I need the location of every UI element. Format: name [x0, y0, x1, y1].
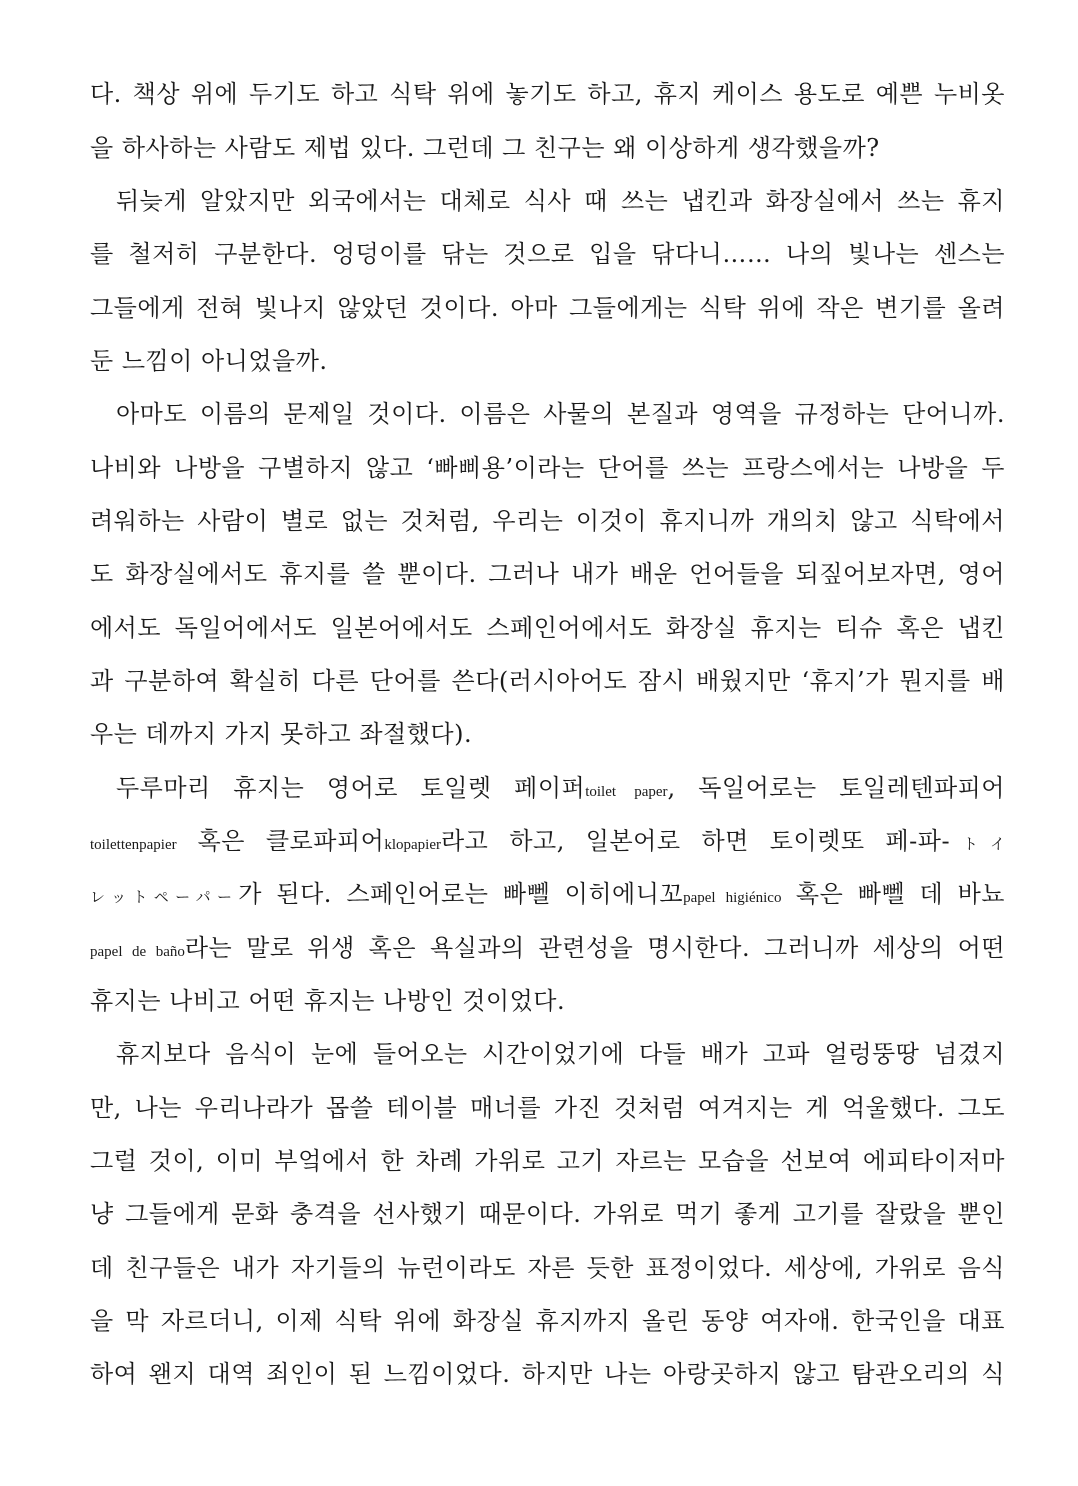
- text-line: [90, 821, 1005, 861]
- text-line: 을 하사하는 사람도 제법 있다. 그런데 그 친구는 왜 이상하게 생각했을까?: [90, 134, 880, 162]
- text-segment: 라고 하고, 일본어로 하면 토이렛또 페-파-: [441, 827, 951, 855]
- foreign-term: トイ: [950, 837, 1005, 853]
- text-line: 둔 느낌이 아니었을까.: [90, 347, 328, 375]
- foreign-term: toilet paper: [585, 784, 668, 800]
- foreign-term: レットペーパー: [90, 890, 239, 906]
- text-segment: 라는 말로 위생 혹은 욕실과의 관련성을 명시한다. 그러니까 세상의 어떤: [184, 934, 1005, 962]
- foreign-term: papel de baño: [90, 944, 185, 960]
- text-line: 휴지보다 음식이 눈에 들어오는 시간이었기에 다들 배가 고파 얼렁뚱땅 넘겼지: [116, 1040, 1005, 1068]
- foreign-term: papel higiénico: [683, 890, 782, 906]
- foreign-term: klopapier: [384, 837, 441, 853]
- text-line: 그들에게 전혀 빛나지 않았던 것이다. 아마 그들에게는 식탁 위에 작은 변기를 올려: [90, 294, 1005, 322]
- text-line: 우는 데까지 가지 못하고 좌절했다).: [90, 720, 473, 748]
- text-line: 휴지는 나비고 어떤 휴지는 나방인 것이었다.: [90, 987, 566, 1015]
- text-line: 를 철저히 구분한다. 엉덩이를 닦는 것으로 입을 닦다니…… 나의 빛나는 센스는: [90, 240, 1005, 268]
- text-line: 만, 나는 우리나라가 몹쓸 테이블 매너를 가진 것처럼 여겨지는 게 억울했다. 그도: [90, 1094, 1005, 1122]
- text-line: 하여 왠지 대역 죄인이 된 느낌이었다. 하지만 나는 아랑곳하지 않고 탐관오리의 식: [90, 1360, 1005, 1388]
- text-line: 다. 책상 위에 두기도 하고 식탁 위에 놓기도 하고, 휴지 케이스 용도로 예쁜 누비옷: [90, 80, 1005, 108]
- text-line: [90, 928, 1005, 968]
- text-line: 려워하는 사람이 별로 없는 것처럼, 우리는 이것이 휴지니까 개의치 않고 식탁에서: [90, 507, 1005, 535]
- text-line: 그럴 것이, 이미 부엌에서 한 차례 가위로 고기 자르는 모습을 선보여 에피타이저마: [90, 1147, 1005, 1175]
- text-line: 뒤늦게 알았지만 외국에서는 대체로 식사 때 쓰는 냅킨과 화장실에서 쓰는 휴지: [116, 187, 1005, 215]
- text-line: 데 친구들은 내가 자기들의 뉴런이라도 자른 듯한 표정이었다. 세상에, 가위로 음식: [90, 1254, 1005, 1282]
- text-segment: 혹은 빠뻴 데 바뇨: [781, 880, 1005, 908]
- text-line: 도 화장실에서도 휴지를 쓸 뿐이다. 그러나 내가 배운 언어들을 되짚어보자면, 영어: [90, 560, 1005, 588]
- text-line: 을 막 자르더니, 이제 식탁 위에 화장실 휴지까지 올린 동양 여자애. 한국인을 대표: [90, 1307, 1005, 1335]
- text-line: 과 구분하여 확실히 다른 단어를 쓴다(러시아어도 잠시 배웠지만 ‘휴지’가 뭔지를 배: [90, 667, 1005, 695]
- text-line: [90, 874, 1005, 914]
- text-segment: 가 된다. 스페인어로는 빠뻴 이히에니꼬: [238, 880, 684, 908]
- text-line: 냥 그들에게 문화 충격을 선사했기 때문이다. 가위로 먹기 좋게 고기를 잘랐을 뿐인: [90, 1200, 1005, 1228]
- text-line: 나비와 나방을 구별하지 않고 ‘빠삐용’이라는 단어를 쓰는 프랑스에서는 나방을 두: [90, 454, 1005, 482]
- foreign-term: toilettenpapier: [90, 837, 177, 853]
- text-segment: , 독일어로는 토일레텐파피어: [667, 774, 1005, 802]
- text-segment: 두루마리 휴지는 영어로 토일렛 페이퍼: [116, 774, 586, 802]
- text-line: 아마도 이름의 문제일 것이다. 이름은 사물의 본질과 영역을 규정하는 단어니까.: [116, 400, 1005, 428]
- text-segment: 혹은 클로파피어: [176, 827, 385, 855]
- text-line: [116, 768, 1005, 808]
- text-line: 에서도 독일어에서도 일본어에서도 스페인어에서도 화장실 휴지는 티슈 혹은 냅킨: [90, 614, 1005, 642]
